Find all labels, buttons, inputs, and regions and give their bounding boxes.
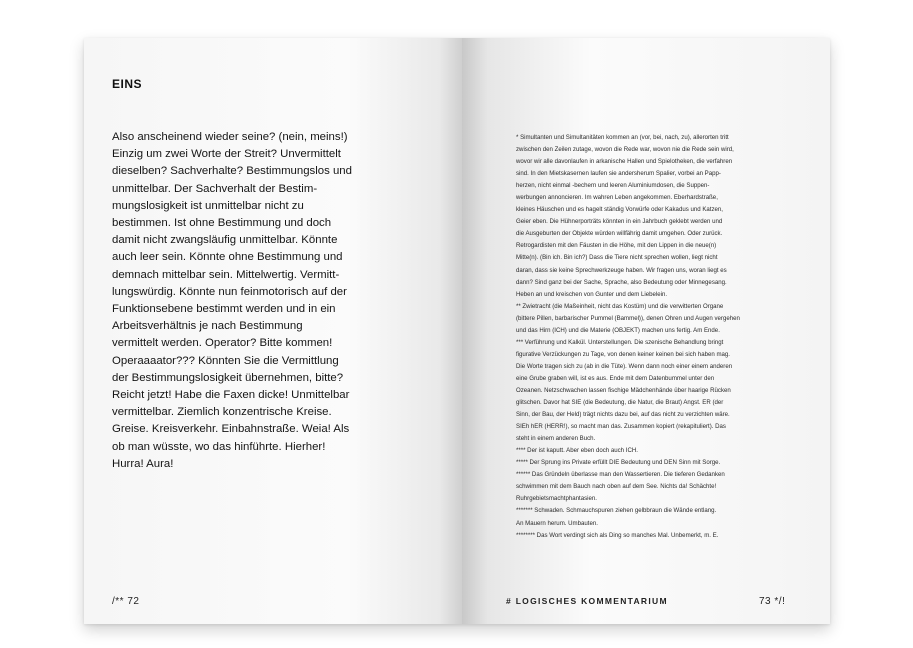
footnotes-text: * Simultanten und Simultanitäten kommen an (vor, bei, nach, zu), allerorten tritt zwischen den Zeilen zutage, wovon die Rede war, wovon nie die Rede sein wird, wovor wir alle davonlaufen in arkanische Hallen und Spielotheken, die verfahren sind. In den Mietskasernen laufen sie andersherum Spalier, vorbei an Papp- herzen, nicht einmal -bechern und leeren Aluminiumdosen, die Suppen- werbungen annoncieren. Im wahren Leben angekommen. Eberhardstraße, kleines Häuschen und es hagelt ständig Vorwürfe oder Kakadus und Katzen, Geier eben. Die Hühnerporträts könnten in ein Jahrbuch geklebt werden und die Ausgeburten der Objekte würden willfährig damit umgehen. Oder zurück. Retrogardisten mit den Fäusten in die Höhe, mit den Lippen in die neue(n) Mitte(n). (Bin ich. Bin ich?) Dass die Tiere nicht sprechen wollen, liegt nicht daran, dass sie keine Sprechwerkzeuge haben. Wir fragen uns, woran liegt es dann? Sind ganz bei der Sache, Sprache, also Bedeutung oder Minnegesang. Heben an und kreischen von Gunter und dem Liebelein. ** Zwietracht (die Maßeinheit, nicht das Kostüm) und die verwitterten Organe (bittere Pillen, barbarischer Pummel (Bammel)), denen Ohren und Augen vergehen und das Hirn (ICH) und die Materie (OBJEKT) machen uns fertig. Am Ende. *** Verführung und Kalkül. Unterstellungen. Die szenische Behandlung bringt figurative Verzückungen zu Tage, von denen keiner keinen bei sich haben mag. Die Worte tragen sich zu (ab in die Tüte). Wenn dann noch einer einem anderen eine Grube graben will, ist es aus. Ende mit dem Datenbummel unter den Ozeanen. Netzschwachen lassen fischige Mädchenhände über haarige Rücken glitschen. Davor hat SIE (die Bedeutung, die Natur, die Braut) Angst. ER (der Sinn, der Bau, der Held) trägt nichts dazu bei, auf das nicht zu verzichten wäre. SIEh hER (HERR!), so macht man das. Zusammen kopiert (rekapituliert). Das steht in einem anderen Buch. **** Der ist kaputt. Aber eben doch auch ICH. ***** Der Sprung ins Private erfüllt DIE Bedeutung und DEN Sinn mit Sorge. ****** Das Gründeln überlasse man den Wassertieren. Die tieferen Gedanken schwimmen mit dem Bauch nach oben auf dem See. Nichts da! Schächte! Ruhrgebietsmachtphantasien. ******* Schwaden. Schmauchspuren ziehen gelbbraun die Wände entlang. An Mauern herum. Umbauten. ******** Das Wort verdingt sich als Ding so manches Mal. Unbemerkt, m. E.: [516, 134, 740, 539]
running-title: # LOGISCHES KOMMENTARIUM: [506, 596, 668, 606]
chapter-heading: EINS: [112, 77, 143, 91]
right-page: [462, 38, 830, 624]
left-page-number: /** 72: [112, 596, 140, 607]
open-book-spread: [84, 38, 830, 624]
right-page-number: 73 */!: [759, 596, 786, 607]
left-page: [84, 38, 462, 624]
chapter-body-text: Also anscheinend wieder seine? (nein, meins!) Einzig um zwei Worte der Streit? Unvermittelt dieselben? Sachverhalte? Bestimmungslos und unmittelbar. Der Sachverhalt der Bestim- mungslosigkeit ist unmittelbar nicht zu bestimmen. Ist ohne Bestimmung und doch damit nicht zwangsläufig unmittelbar. Könnte auch leer sein. Könnte ohne Bestimmung und demnach mittelbar sein. Mittelwertig. Vermitt- lungswürdig. Könnte nun feinmotorisch auf der Funktionsebene bestimmt werden und in ein Arbeitsverhältnis je nach Bestimmung vermittelt werden. Operator? Bitte kommen! Operaaaator??? Könnten Sie die Vermittlung der Bestimmungslosigkeit übernehmen, bitte? Reicht jetzt! Habe die Faxen dicke! Unmittelbar vermittelbar. Ziemlich konzentrische Kreise. Greise. Kreisverkehr. Einbahnstraße. Weia! Als ob man wüsste, wo das hinführte. Hierher! Hurra! Aura!: [112, 131, 352, 470]
